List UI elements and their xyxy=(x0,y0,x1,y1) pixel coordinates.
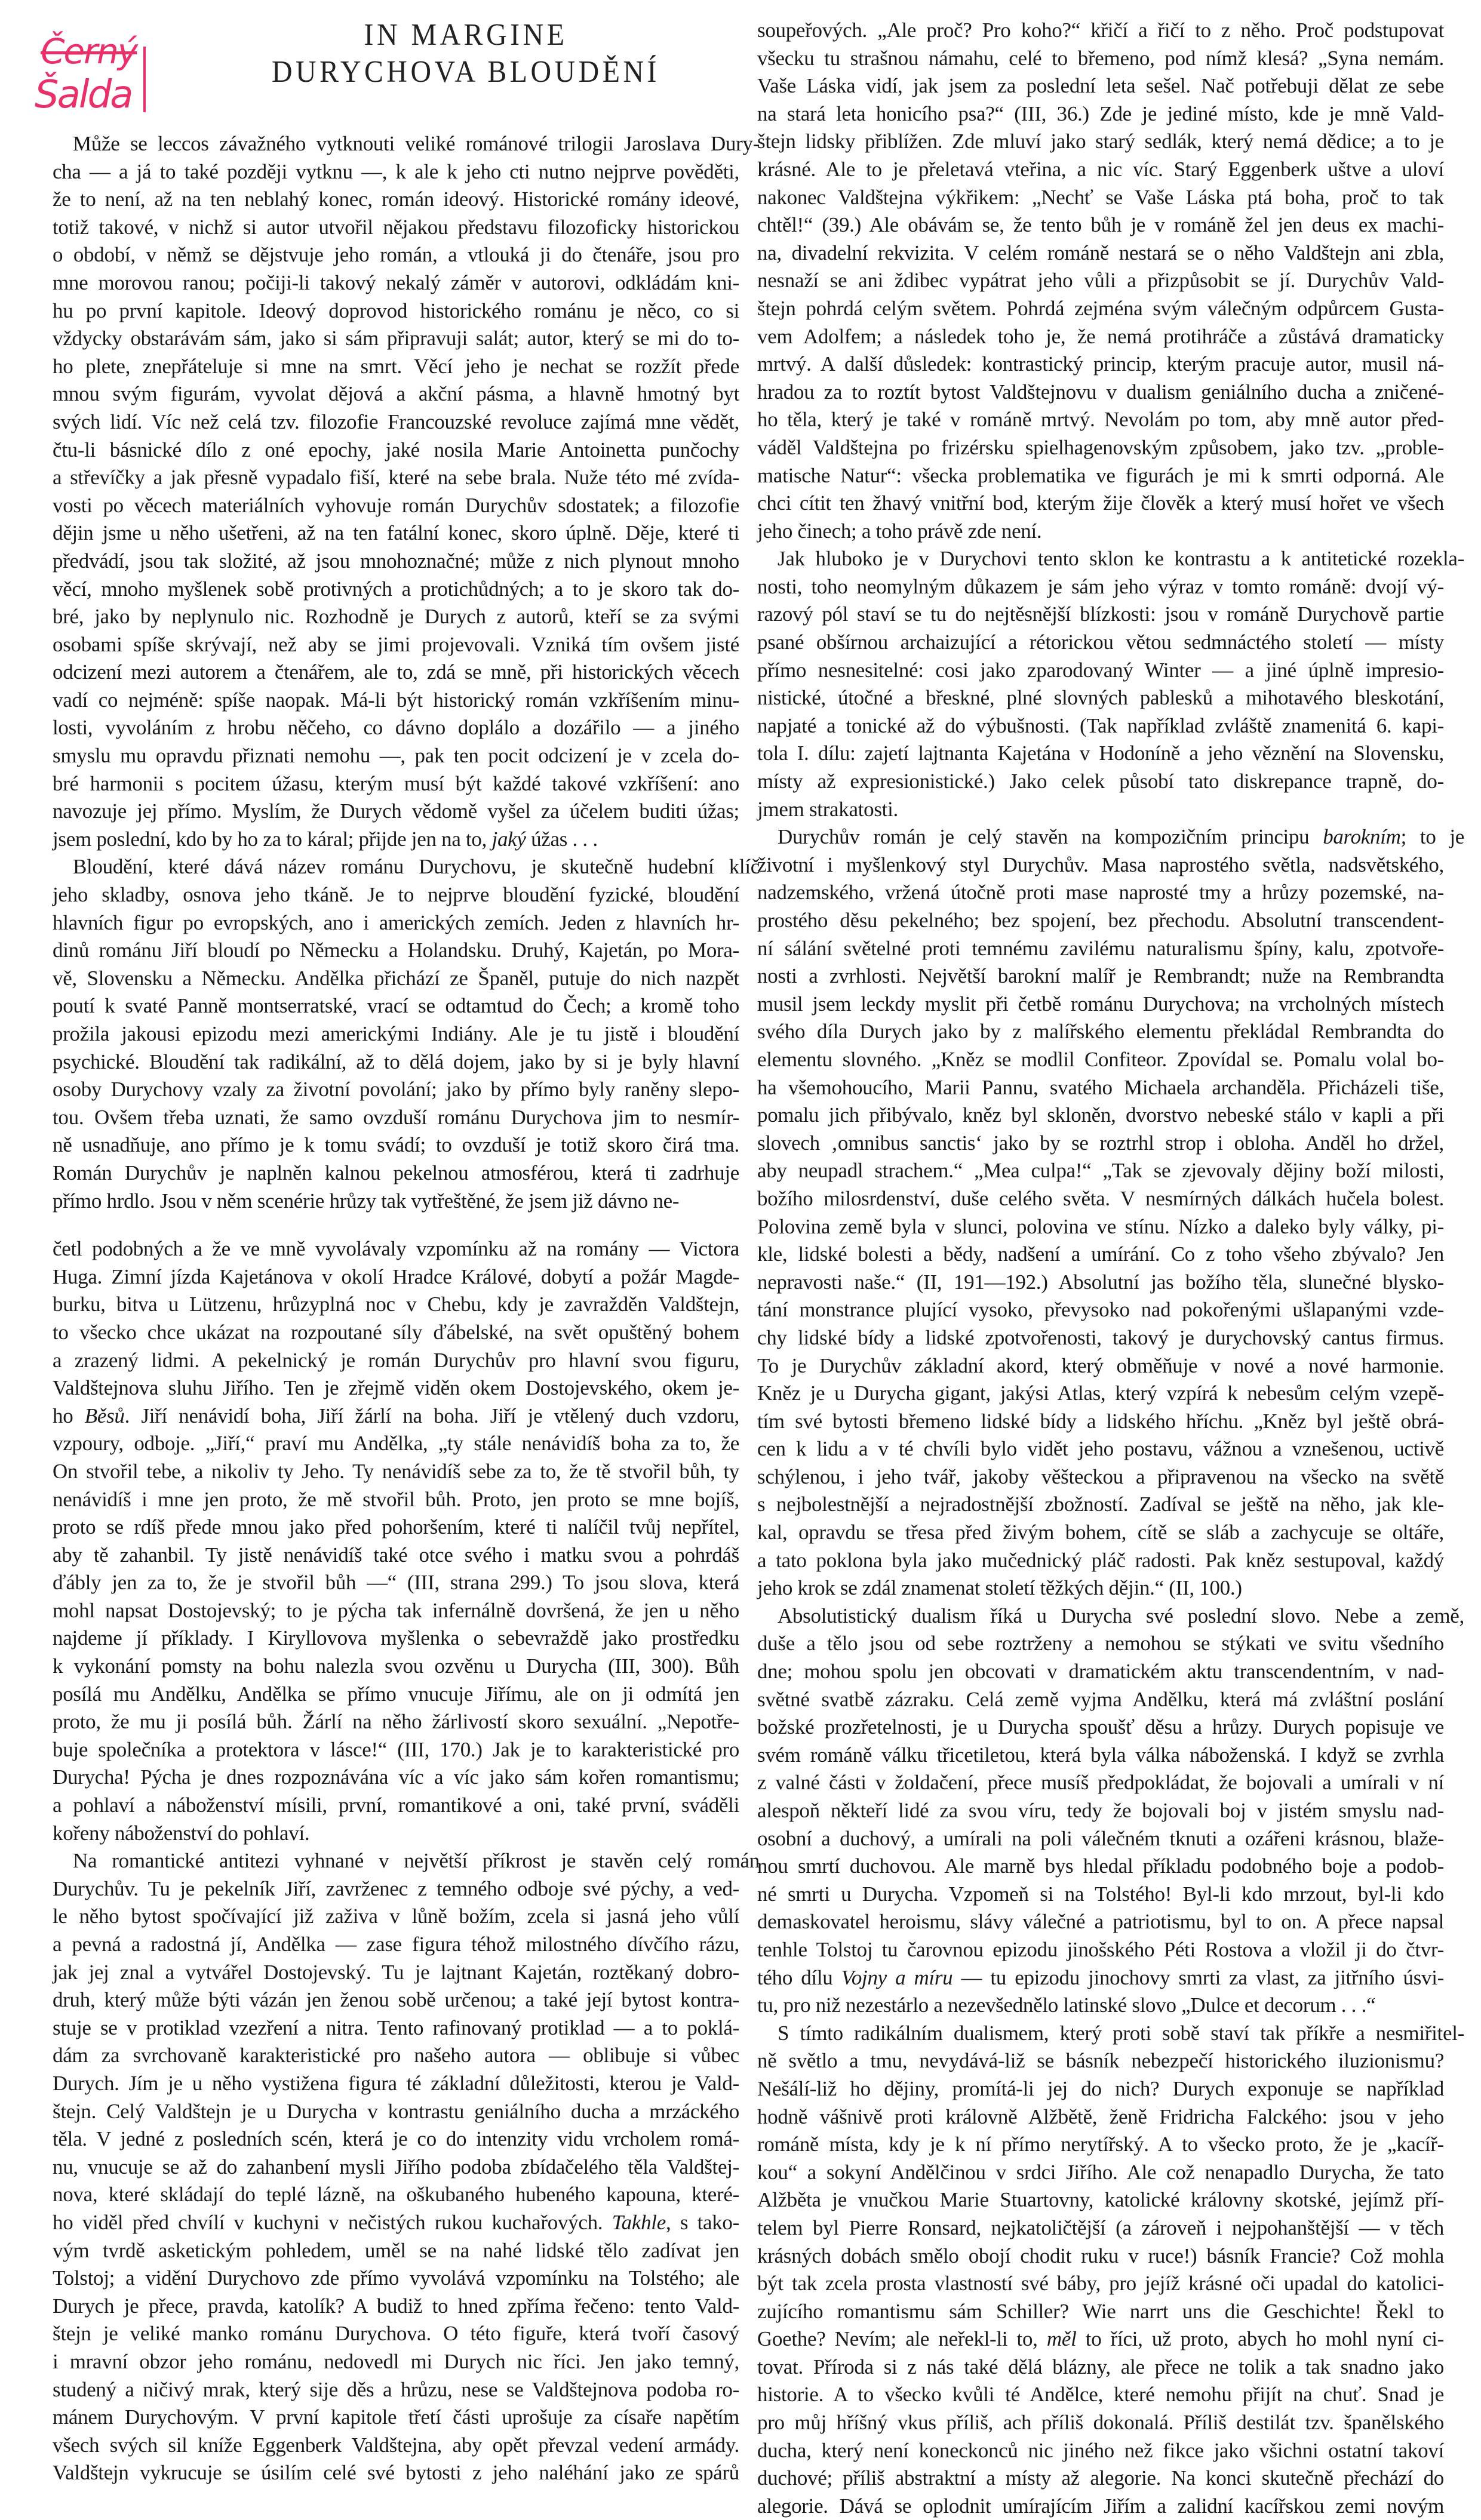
text-line: proto, že mu ji posílá bůh. Žárlí na něho žárlivostí skoro sexuální. „Nepotře- xyxy=(53,1710,739,1734)
text-line: soupeřových. „Ale proč? Pro koho?“ křičí a řičí to z něho. Proč podstupovat xyxy=(757,19,1444,42)
text-line: cha — a já to také později vytknu —, k ale k jeho cti nutno nejprve pověděti, xyxy=(53,159,739,183)
text-line: Nešálí-liž ho dějiny, promítá-li jej do nich? Durych exponuje se například xyxy=(757,2076,1444,2100)
text-line: Goethe? Nevím; ale neřekl-li to, měl to říci, už proto, abych ho mohl nyní ci- xyxy=(757,2327,1444,2351)
text-line: Na romantické antitezi vyhnané v největší příkrost je stavěn celý román xyxy=(73,1849,760,1873)
paragraph xyxy=(757,1602,1464,2020)
text-line: vosti po věcech materiálních vyhovuje román Durychův sdostatek; a filozofie xyxy=(53,493,739,517)
text-line: o období, v němž se dějstvuje jeho román, a vtlouká ji do čtenáře, jsou pro xyxy=(53,243,739,267)
text-line: vem Adolfem; a následek toho je, že nemá protihráče a zůstává dramaticky xyxy=(757,324,1444,348)
paragraph xyxy=(757,2020,1464,2520)
text-line: nosti, toho neomylným důkazem je sám jeho výraz v tomto románě: dvojí vý- xyxy=(757,574,1444,598)
text-line: napjaté a tonické až do výbušnosti. (Tak například zvláště znamenitá 6. kapi- xyxy=(757,713,1444,737)
text-line: Román Durychův je naplněn kalnou pekelnou atmosférou, která ti zadrhuje xyxy=(53,1161,739,1184)
text-line: Alžběta je vnučkou Marie Stuartovny, katolické královny skotské, jejímž pří- xyxy=(757,2188,1444,2212)
handwritten-signature: Šalda xyxy=(35,73,132,117)
italic-emphasis: barokním xyxy=(1323,825,1401,849)
text-line: najdeme jí příklady. I Kiryllovova myšlenka o sebevraždě jako prostředku xyxy=(53,1626,739,1650)
text-line: ho těla, který je také v románě mrtvý. Nevolám po tom, aby mně autor před- xyxy=(757,408,1444,432)
text-line: psané obšírnou archaizující a rétorickou větou sedmnáctého století — místy xyxy=(757,630,1444,654)
text-line: vzpoury, odboje. „Jiří,“ praví mu Andělka, „ty stále nenávidíš boha za to, že xyxy=(53,1432,739,1456)
text-line: věcí, mnoho myšlenek sobě protivných a protichůdných; a to je skoro tak do- xyxy=(53,577,739,601)
handwritten-annotation xyxy=(24,18,161,119)
title-line-2: DURYCHOVA BLOUDĚNÍ xyxy=(271,55,660,89)
paragraph xyxy=(757,17,1444,545)
text-line: navozuje jej přímo. Myslím, že Durych vědomě vyšel za účelem buditi úžas; xyxy=(53,799,739,823)
text-line: nepravosti naše.“ (II, 191—192.) Absolutní jas božího těla, slunečné blysko- xyxy=(757,1270,1444,1294)
text-line: né smrti u Durycha. Vzpomeň si na Tolstého! Byl-li kdo mrzout, byl-li kdo xyxy=(757,1882,1444,1906)
text-line: mnou svým figurám, vyvolat dějová a akční pásma, a hlavně hmotný byt xyxy=(53,382,739,406)
text-line: On stvořil tebe, a nikoliv ty Jeho. Ty nenávidíš sebe za to, že tě stvořil bůh, ty xyxy=(53,1459,739,1483)
text-line: ně světlo a tmu, nevydává-liž se básník nebezpečí historického iluzionismu? xyxy=(757,2049,1444,2073)
text-line: ducha, který není koneckonců nic jiného než fikce jako všichni ostatní takoví xyxy=(757,2438,1444,2462)
text-line: slovech ‚omnibus sanctis‘ jako by se roztrhl strop i obloha. Anděl ho držel, xyxy=(757,1131,1444,1155)
text-line: vým tvrdě asketickým pohledem, uměl se na nahé lidské tělo zadívat jen xyxy=(53,2238,739,2262)
right-text-column xyxy=(757,17,1464,2520)
text-line: proto se rdíš přede mnou jako před pohoršením, které ti nalíčil tvůj nepřítel, xyxy=(53,1515,739,1539)
text-line: hu po první kapitole. Ideový doprovod historického románu je něco, co si xyxy=(53,299,739,322)
text-line: osobní a duchový, a umírali na poli válečném tknuti a ozářeni krásnou, blaže- xyxy=(757,1826,1444,1850)
text-line: osoby Durychovy vzaly za životní povolání; jako by přímo byly raněny slepo- xyxy=(53,1078,739,1101)
text-line: pomalu jich přibývalo, kněz byl skloněn, dvorstvo nebeské stálo v kapli a při xyxy=(757,1103,1444,1127)
text-line: ně usnadňuje, ano přímo je k tomu svádí; to ovzduší je totiž skoro čirá tma. xyxy=(53,1133,739,1157)
text-line: aby neupadl strachem.“ „Mea culpa!“ „Tak se zjevovaly dějiny boží milosti, xyxy=(757,1159,1444,1183)
text-line: božské prozřetelnosti, je u Durycha spoušť děsu a hrůzy. Durych popisuje ve xyxy=(757,1715,1444,1739)
text-line: krásných dobách smělo obojí chodit ruku v ruce!) básník Francie? Což mohla xyxy=(757,2244,1444,2267)
text-line: božího milosrdenství, duše celého světa. V nesmírných dálkách hučela bolest. xyxy=(757,1186,1444,1210)
text-line: všecku tu strašnou námahu, celé to břemeno, pod nímž klesá? „Syna nemám. xyxy=(757,46,1444,70)
text-line: ho viděl před chvílí v kuchyni v nečistých rukou kuchařových. Takhle, s tako- xyxy=(53,2210,739,2234)
paragraph xyxy=(53,1847,760,2487)
text-line: nesnaží se ani ždibec vypátrat jeho vůli a přizpůsobit se jí. Durychův Vald- xyxy=(757,269,1444,293)
text-line: hradou za to roztít bytost Valdštejnovu v dualism geniálního ducha a zničené- xyxy=(757,380,1444,404)
text-line: Huga. Zimní jízda Kajetánova v okolí Hradce Králové, dobytí a požár Magde- xyxy=(53,1264,739,1288)
text-line: dne; mohou spolu jen obcovati v dramatickém aktu transcendentním, v nad- xyxy=(757,1660,1444,1684)
text-line: nou smrtí duchovou. Ale marně bys hledal příkladu podobného boje a podob- xyxy=(757,1854,1444,1878)
article-title xyxy=(197,17,735,91)
text-line: svém románě válku třicetiletou, která byla válka náboženská. I když se zvrhla xyxy=(757,1743,1444,1767)
text-line: nenávidíš i mne jen proto, že mě stvořil bůh. Proto, jen proto se mne bojíš, xyxy=(53,1487,739,1511)
text-line: tání monstrance plující vysoko, převysoko nad pokořenými ušlapanými vzde- xyxy=(757,1298,1444,1322)
paragraph xyxy=(53,130,760,853)
title-line-1: IN MARGINE xyxy=(364,18,568,52)
text-line: jmem strakatosti. xyxy=(757,797,898,821)
text-line: osobami spíše skrývají, než aby se jimi projevovali. Vzniká tím ovšem jisté xyxy=(53,632,739,656)
text-line: životní i myšlenkový styl Durychův. Masa naprostého světla, nadsvětského, xyxy=(757,853,1444,876)
text-line: to všecko chce ukázat na rozpoutané síly ďábelské, na svět opuštěný bohem xyxy=(53,1320,739,1344)
text-line: Durych je přece, pravda, katolík? A budiž to hned zpříma řečeno: tento Vald- xyxy=(53,2294,739,2318)
text-line: štejn lidsky přiblížen. Zde mluví jako starý sedlák, který nemá dědice; a to je xyxy=(757,130,1444,153)
text-line: Jak hluboko je v Durychovi tento sklon ke kontrastu a k antitetické rozekla- xyxy=(778,547,1464,571)
text-line: poutí k svaté Panně montserratské, vrací se odtamtud do Čech; a kromě toho xyxy=(53,994,739,1018)
text-line: zujícího romantismu sám Schiller? Wie narrt uns die Geschichte! Řekl to xyxy=(757,2299,1444,2323)
text-line: tého dílu Vojny a míru — tu epizodu jinochovy smrti za vlast, za jitřního úsvi- xyxy=(757,1965,1444,1989)
italic-emphasis: Běsů xyxy=(84,1404,125,1427)
text-line: psychické. Bloudění tak radikální, až to dělá dojem, jako by si je byly hlavní xyxy=(53,1050,739,1073)
text-line: dinů románu Jiří bloudí po Německu a Holandsku. Druhý, Kajetán, po Mora- xyxy=(53,939,739,962)
text-line: duše a tělo jsou od sebe roztrženy a nemohou se stýkati ve svitu všedního xyxy=(757,1632,1444,1656)
text-line: kle, lidské bolesti a bědy, nadšení a umírání. Co z toho všeho zbývalo? Jen xyxy=(757,1242,1444,1266)
text-line: cen k lidu a v té chvíli bylo vidět jeho postavu, vážnou a vznešenou, uctivě xyxy=(757,1437,1444,1461)
text-line: demaskovatel heroismu, slávy válečné a patriotismu, byl to on. A přece napsal xyxy=(757,1910,1444,1934)
text-line: tola I. dílu: zajetí lajtnanta Kajetána v Hodoníně a jeho věznění na Slovensku, xyxy=(757,741,1444,765)
text-line: a tato poklona byla jako mučednický pláč radosti. Pak kněz sestupoval, každý xyxy=(757,1548,1444,1572)
text-line: dám za svrchovaně karakteristické pro našeho autora — oblibuje si vůbec xyxy=(53,2044,739,2067)
text-line: na stará leta honicího psa?“ (III, 36.) Zde je jediné místo, kde je mně Vald- xyxy=(757,101,1444,125)
text-line: Kněz je u Durycha gigant, jakýsi Atlas, který vzpírá k nebesům celým vzepě- xyxy=(757,1381,1444,1405)
text-line: matische Natur“: všecka problematika ve figurách je mi k smrti odporná. Ale xyxy=(757,463,1444,487)
text-line: posílá mu Andělku, Andělka se přímo vnucuje Jiřímu, ale on ji odmítá jen xyxy=(53,1682,739,1706)
text-line: Durycha! Pýcha je dnes rozpoznávána víc a víc jako sám kořen romantismu; xyxy=(53,1765,739,1789)
text-line: mrtvý. A další důsledek: kontrastický princip, kterým pracuje autor, musil ná- xyxy=(757,352,1444,376)
italic-emphasis: Vojny a míru xyxy=(841,1965,953,1989)
text-line: chci cítit ten žhavý vnitřní bod, kterým žije člověk a který musí hořet ve všech xyxy=(757,491,1444,515)
annotation-stroke xyxy=(143,47,146,112)
text-line: buje společníka a protektora v lásce!“ (III, 170.) Jak je to karakteristické pro xyxy=(53,1737,739,1761)
paragraph xyxy=(757,823,1464,1602)
text-line: přímo nesnesitelné: cosi jako zparodovaný Winter — a jiné úplně impresio- xyxy=(757,658,1444,682)
text-line: s nejbolestnější a nejradostnější zbožností. Zadíval se ještě na něho, jak kle- xyxy=(757,1493,1444,1516)
text-line: Bloudění, které dává název románu Durychovu, je skutečně hudební klíč xyxy=(73,855,760,879)
text-line: elementu slovného. „Kněz se modlil Confiteor. Zpovídal se. Pomalu volal bo- xyxy=(757,1047,1444,1071)
text-line: dějin jsme u něho ušetřeni, až na ten fatální konec, skoro úplně. Děje, které ti xyxy=(53,521,739,545)
text-line: jeho skladby, osnova jeho tkáně. Je to nejprve bloudění fyzické, bloudění xyxy=(53,883,739,907)
text-line: le něho bytost spočívající již zaživa v lůně božím, zcela si jasná jeho vůlí xyxy=(53,1904,739,1928)
left-text-column xyxy=(53,130,760,2487)
text-line: bré harmonii s pocitem úžasu, kterým musí být každé takové vzkříšení: ano xyxy=(53,771,739,795)
text-line: burku, bitva u Lützenu, hrůzyplná noc v Chebu, kdy je zavražděn Valdštejn, xyxy=(53,1293,739,1316)
text-line: pro můj hříšný vkus příliš, ach příliš dokonalá. Příliš destilát tzv. španělského xyxy=(757,2411,1444,2435)
text-line: těla. V jedné z posledních scén, která je co do intenzity vidu vrcholem romá- xyxy=(53,2127,739,2151)
text-line: hlavních figur po evropských, ano i amerických zemích. Jeden z hlavních hr- xyxy=(53,910,739,934)
text-line: historie. A to všecko kvůli té Andělce, které nemohu přijít na chuť. Snad je xyxy=(757,2383,1444,2407)
text-line: z valné části v žoldačení, přece musíš předpokládat, že bojovali a umírali v ní xyxy=(757,1771,1444,1795)
text-line: Durychův. Tu je pekelník Jiří, zavrženec z temného odboje své pýchy, a ved- xyxy=(53,1876,739,1900)
text-line: Valdštejn vykrucuje se úsilím celé své bytosti z jeho naléhání jako ze spárů xyxy=(53,2461,739,2485)
text-line: Durych. Jím je u něho vystižena figura té základní důležitosti, kterou je Vald- xyxy=(53,2071,739,2095)
italic-emphasis: jaký xyxy=(491,827,526,851)
text-line: ho plete, znepřáteluje si mne na smrt. Věcí jeho je nechat se rozžít přede xyxy=(53,354,739,378)
text-line: i mravní obzor jeho románu, nedovedl mi Durych nic říci. Jen jako temný, xyxy=(53,2349,739,2373)
text-line: vadí co nejméně: spíše naopak. Má-li být historický román vzkříšením minu- xyxy=(53,688,739,712)
text-line: místy až expresionistické.) Jako celek působí tato diskrepance trapně, do- xyxy=(757,770,1444,793)
text-line: schýlenou, i jeho tvář, jakoby věšteckou a připravenou na všecko na světě xyxy=(757,1464,1444,1488)
text-line: a zrazený lidmi. A pekelnický je román Durychův pro hlavní svou figuru, xyxy=(53,1348,739,1372)
text-line: štejn je veliké manko románu Durychova. O této figuře, která tvoří časový xyxy=(53,2322,739,2346)
text-line: vě, Slovensku a Německu. Andělka přichází ze Španěl, putuje do nich nazpět xyxy=(53,966,739,990)
text-line: že to není, až na ten neblahý konec, román ideový. Historické romány ideové, xyxy=(53,187,739,211)
text-line: mohl napsat Dostojevský; to je pýcha tak infernálně dovršená, že jen u něho xyxy=(53,1598,739,1622)
paragraph xyxy=(757,545,1464,823)
text-line: nistické, útočné a břeskné, plné slovných pablesků a mihotavého bleskotání, xyxy=(757,686,1444,710)
text-line: krásné. Ale to je přeletavá vteřina, a nic víc. Starý Eggenberk uštve a uloví xyxy=(757,157,1444,181)
text-line: nu, vnucuje se až do zahanbení mysli Jiřího podoba zbídačelého těla Valdštej- xyxy=(53,2155,739,2179)
text-line: váděl Valdštejna po frizérsku spielhagenovským způsobem, jako tzv. „proble- xyxy=(757,435,1444,459)
text-line: telem byl Pierre Ronsard, nejkatoličtější (a zároveň i nejpohanštější — v těch xyxy=(757,2216,1444,2239)
text-line: tenhle Tolstoj tu čarovnou epizodu jinošského Péti Rostova a vložil ji do čtvr- xyxy=(757,1937,1444,1961)
text-line: románě místa, kdy je k ní přímo nerytířský. A to všecko proto, že je „kacíř- xyxy=(757,2133,1444,2156)
text-line: a pevná a radostná jí, Andělka — zase figura téhož milostného dívčího rázu, xyxy=(53,1933,739,1956)
column-gap xyxy=(53,1215,739,1235)
text-line: štejn pohrdá celým světem. Pohrdá zejména svým válečným odpůrcem Gusta- xyxy=(757,296,1444,320)
text-line: stuje se v protiklad vzezření a nitra. Tento rafinovaný protiklad — a to poklá- xyxy=(53,2016,739,2039)
text-line: ďábly jen za to, že je stvořil bůh —“ (III, strana 299.) To jsou slova, která xyxy=(53,1571,739,1595)
text-line: nosti a zvrhlosti. Největší barokní malíř je Rembrandt; nuže na Rembrandta xyxy=(757,964,1444,988)
struck-handwritten-name: Černý xyxy=(41,31,137,72)
text-line: kal, opravdu se třesa před živým bohem, cítě se sláb a zachycuje se oltáře, xyxy=(757,1521,1444,1544)
text-line: To je Durychův základní akord, který obměňuje v nové a nové harmonie. xyxy=(757,1353,1444,1377)
text-line: aby tě zahanbil. Ty jistě nenávidíš také otce svého i matku svou a pohrdáš xyxy=(53,1543,739,1567)
text-line: prostého děsu pekelného; bez spojení, bez přechodu. Absolutní transcendent- xyxy=(757,909,1444,932)
text-line: razový pól staví se tu do nejtěsnější blízkosti: jsou v románě Durychově partie xyxy=(757,602,1444,626)
text-line: štejn. Celý Valdštejn je u Durycha v kontrastu geniálního ducha a mrzáckého xyxy=(53,2099,739,2123)
text-line: nova, které skládají do teplé lázně, na oškubaného hubeného kapouna, které- xyxy=(53,2183,739,2207)
text-line: alespoň někteří lidé za svou víru, tedy že bojovali boj v jistém smyslu nad- xyxy=(757,1799,1444,1822)
text-line: musil jsem leckdy myslit při četbě románu Durychova; na vrcholných místech xyxy=(757,992,1444,1016)
text-line: na, divadelní rekvizita. V celém románě nestará se o něho Valdštejn ani zbla, xyxy=(757,241,1444,264)
text-line: k vykonání pomsty na bohu nalezla svou ozvěnu u Durycha (III, 300). Bůh xyxy=(53,1654,739,1678)
text-line: druh, který může býti vázán jen ženou sobě určenou; a také její bytost kontra- xyxy=(53,1988,739,2012)
text-line: Může se leccos závažného vytknouti veliké románové trilogii Jaroslava Dury- xyxy=(73,132,760,155)
text-line: vždycky obstarávám sám, jako si sám připravuji salát; autor, který se mi do to- xyxy=(53,327,739,350)
text-line: chy lidské bídy a lidské zpotvořenosti, takový je durychovský cantus firmus. xyxy=(757,1325,1444,1349)
text-line: a pohlaví a náboženství mísili, první, romantikové a oni, také první, sváděli xyxy=(53,1793,739,1817)
text-line: ha všemohoucího, Marii Pannu, svatého Michaela archanděla. Přicházeli tiše, xyxy=(757,1075,1444,1099)
text-line: světné svatbě zázraku. Celá země vyjma Andělku, která má zvláštní poslání xyxy=(757,1687,1444,1711)
paragraph xyxy=(53,853,760,1215)
text-line: čtu-li básnické dílo z oné epochy, jaké nosila Marie Antoinetta punčochy xyxy=(53,438,739,461)
text-line: svých lidí. Víc než celá tzv. filozofie Francouzské revoluce zajímá mne vědět, xyxy=(53,410,739,433)
text-line: ho Běsů. Jiří nenávidí boha, Jiří žárlí na boha. Jiří je vtělený duch vzdoru, xyxy=(53,1404,739,1427)
text-line: kou“ a sokyní Andělčinou v srdci Jiřího. Ale což nenapadlo Durycha, že tato xyxy=(757,2160,1444,2184)
text-line: svého díla Durych jako by z malířského elementu překládal Rembrandta do xyxy=(757,1020,1444,1044)
text-line: nadzemského, vržená útočně proti mase naprosté tmy a hrůzy pozemské, na- xyxy=(757,881,1444,904)
text-line: alegorie. Dává se oplodnit umírajícím Jiřím a zalidní kacířskou zemi novým xyxy=(757,2494,1444,2518)
text-line: studený a ničivý mrak, který sije děs a hrůzu, nese se Valdštejnova podoba ro- xyxy=(53,2377,739,2401)
text-line: nakonec Valdštejna výkřikem: „Nechť se Vaše Láska ptá boha, proč to tak xyxy=(757,185,1444,209)
text-line: tovat. Příroda si z nás také dělá blázny, ale přece ne tolik a tak snadno jako xyxy=(757,2355,1444,2379)
text-line: Durychův román je celý stavěn na kompozičním principu barokním; to je xyxy=(778,825,1464,849)
paragraph xyxy=(53,1235,739,1847)
text-line: prožila jakousi epizodu mezi americkými Indiány. Ale je tu jistě i bloudění xyxy=(53,1022,739,1045)
text-line: losti, vyvoláním z hrobu něčeho, co dávno doplálo a dozářilo — a jiného xyxy=(53,716,739,740)
text-line: S tímto radikálním dualismem, který proti sobě staví tak příkře a nesmiřitel- xyxy=(778,2021,1464,2045)
text-line: Polovina země byla v slunci, polovina ve stínu. Nízko a daleko byly války, pi- xyxy=(757,1214,1444,1238)
text-line: četl podobných a že ve mně vyvolávaly vzpomínku až na romány — Victora xyxy=(53,1237,739,1261)
text-line: jeho krok se zdál znamenat století těžkých dějin.“ (II, 100.) xyxy=(757,1576,1242,1600)
text-line: být tak zcela prosta vlastností své báby, pro jejíž krásné oči upadal do katolici- xyxy=(757,2272,1444,2296)
text-line: mne morovou ranou; počiji-li takový nekalý záměr v autorovi, odkládám kni- xyxy=(53,270,739,294)
text-line: ní sálání světelné proti temnému zavilému naturalismu špíny, kalu, zpotvoře- xyxy=(757,936,1444,960)
text-line: hodně vášnivě proti královně Alžbětě, ženě Fridricha Falckého: jsou v jeho xyxy=(757,2104,1444,2128)
text-line: totiž takové, v nichž si autor utvořil nějakou představu filozoficky historickou xyxy=(53,215,739,239)
text-line: chtěl!“ (39.) Ale obávám se, že tento bůh je v románě žel jen deus ex machi- xyxy=(757,213,1444,237)
text-line: tou. Ovšem třeba uznati, že samo ovzduší románu Durychova jim to nesmír- xyxy=(53,1105,739,1129)
text-line: tím své bytosti břemeno lidské bídy a lidského hříchu. „Kněz byl ještě obrá- xyxy=(757,1409,1444,1433)
text-line: jak jej znal a vytvářel Dostojevský. Tu je lajtnant Kajetán, roztěkaný dobro- xyxy=(53,1960,739,1984)
text-line: tu, pro niž nezestárlo a nezevšednělo latinské slovo „Dulce et decorum . . .“ xyxy=(757,1993,1376,2017)
text-line: přímo hrdlo. Jsou v něm scenérie hrůzy tak vytřeštěné, že jsem již dávno ne- xyxy=(53,1189,680,1213)
text-line: jsem poslední, kdo by ho za to káral; přijde jen na to, jaký úžas . . . xyxy=(53,827,598,851)
italic-emphasis: měl xyxy=(1046,2327,1077,2351)
italic-emphasis: Takhle xyxy=(612,2210,666,2234)
text-line: Absolutistický dualism říká u Durycha své poslední slovo. Nebe a země, xyxy=(778,1604,1464,1627)
text-line: duchové; příliš abstraktní a místy až alegorie. Na konci skutečně přechází do xyxy=(757,2466,1444,2490)
text-line: jeho činech; a toho právě zde není. xyxy=(757,519,1042,543)
text-line: Tolstoj; a vidění Durychovo zde přímo vyvolává vzpomínku na Tolstého; ale xyxy=(53,2266,739,2290)
text-line: odcizení mezi autorem a čtenářem, ale to, zdá se mně, při historických věcech xyxy=(53,660,739,684)
text-line: předvádí, jsou tak složité, až jsou mnohoznačné; může z nich plynout mnoho xyxy=(53,549,739,573)
text-line: a střevíčky a jak přesně vypadalo fiší, které na sebe brala. Nuže této mé zvída- xyxy=(53,466,739,490)
text-line: Vaše Láska vidí, jak jsem za poslední leta sešel. Nač potřebuji dělat ze sebe xyxy=(757,74,1444,98)
text-line: mánem Durychovým. V první kapitole třetí části uprošuje za císaře napětím xyxy=(53,2405,739,2429)
text-line: kořeny náboženství do pohlaví. xyxy=(53,1821,310,1845)
text-line: smyslu mu opravdu přiznati nemohu —, pak ten pocit odcizení je v zcela do- xyxy=(53,744,739,768)
text-line: všech svých sil kníže Eggenberk Valdštejna, aby opět převzal vedení armády. xyxy=(53,2433,739,2457)
text-line: bré, jako by neplynulo nic. Rozhodně je Durych z autorů, kteří se za svými xyxy=(53,605,739,629)
text-line: Valdštejnova sluhu Jiřího. Ten je zřejmě viděn okem Dostojevského, okem je- xyxy=(53,1376,739,1400)
